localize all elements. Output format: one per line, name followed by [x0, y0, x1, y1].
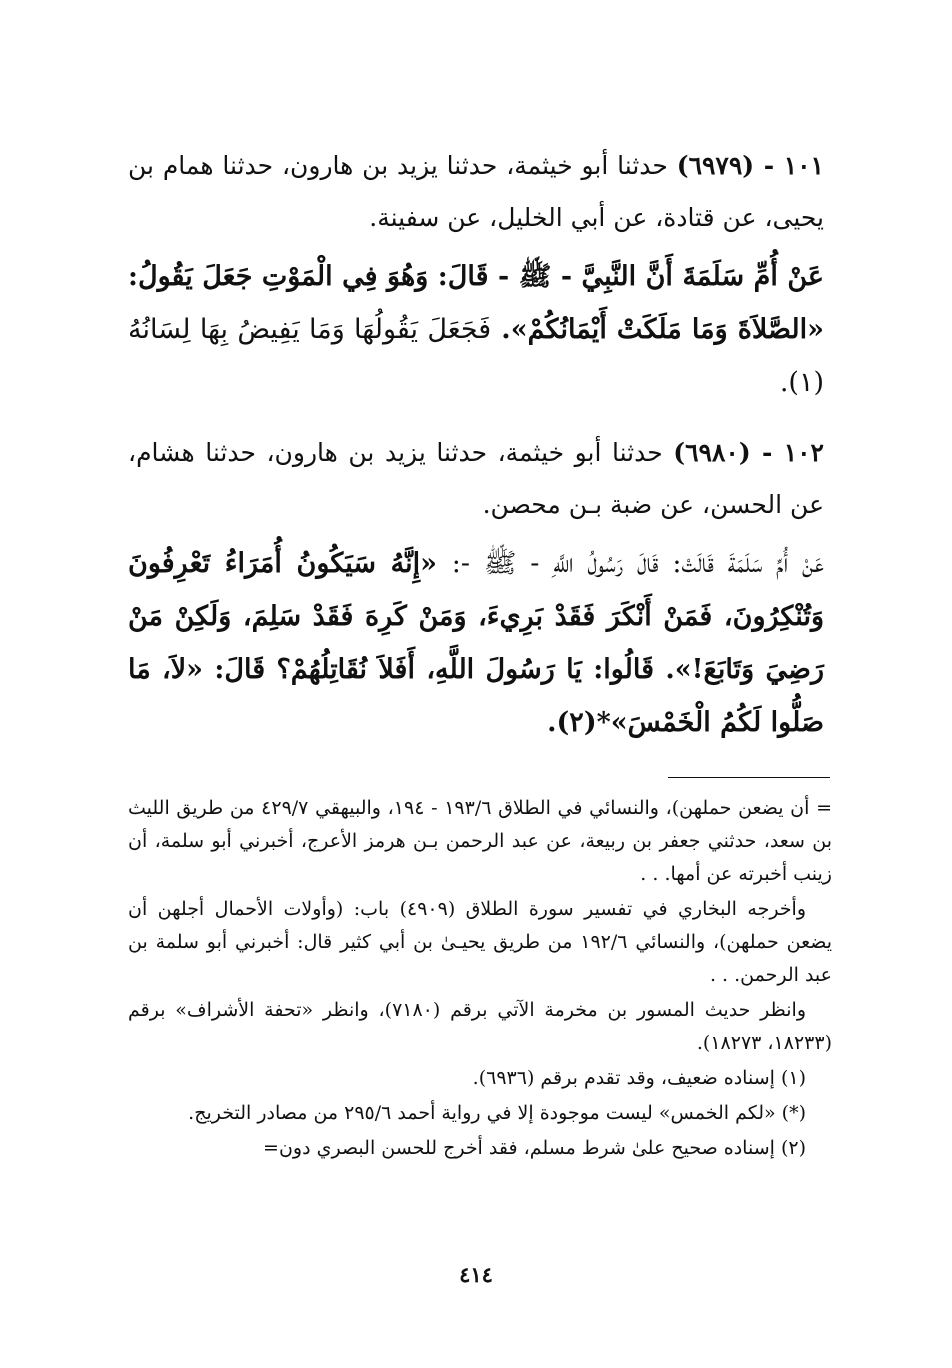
isnad-text: حدثنا أبو خيثمة، حدثنا يزيد بن هارون، حدثنا هشام، عن الحسن، عن ضبة بـن محصن. [128, 438, 824, 519]
footnote-paragraph: وأخرجه البخاري في تفسير سورة الطلاق (٤٩٠٩) باب: (وأولات الأحمال أجلهن أن يضعن حملهن)، والنسائي ١٩٢/٦ من طريق يحيـىٰ بن أبي كثير قال: أخبرني أبو سلمة بن عبد الرحمن. . . [128, 898, 832, 986]
hadith-isnad [128, 427, 824, 531]
page-number: ٤١٤ [459, 1262, 493, 1287]
hadith-matn [128, 537, 824, 749]
footnote-separator [668, 777, 830, 778]
hadith-101 [128, 140, 824, 409]
hadith-number: ١٠٢ - (٦٩٨٠) [673, 438, 824, 467]
footnote-paragraph: وانظر حديث المسور بن مخرمة الآتي برقم (٧١٨٠)، وانظر «تحفة الأشراف» برقم (١٨٢٣٣، ١٨٢٧٣). [128, 999, 832, 1054]
matn-end: فَجَعَلَ يَقُولُهَا وَمَا يَفِيضُ بِهَا لِسَانُهُ (١). [128, 314, 824, 398]
footnote-continuation: = أن يضعن حملهن)، والنسائي في الطلاق ١٩٣/٦ - ١٩٤، والبيهقي ٤٢٩/٧ من طريق الليث بن سعد، حدثني جعفر بن ربيعة، عن عبد الرحمن بـن هرمز الأعرج، أخبرني أبو سلمة، أن زينب أخبرته عن أمها. . . [128, 797, 832, 885]
isnad-text: حدثنا أبو خيثمة، حدثنا يزيد بن هارون، حدثنا همام بن يحيى، عن قتادة، عن أبي الخليل، عن سفينة. [128, 151, 824, 232]
main-text [128, 140, 824, 749]
footnote-star: (*) «لكم الخمس» ليست موجودة إلا في رواية أحمد ٢٩٥/٦ من مصادر التخريج. [188, 1102, 806, 1124]
footnote-2: (٢) إسناده صحيح علىٰ شرط مسلم، فقد أخرج للحسن البصري دون= [263, 1137, 806, 1159]
footnotes [128, 792, 832, 1167]
matn-intro: عَنْ أُمِّ سَلَمَةَ أَنَّ النَّبِيَّ - ﷺ - قَالَ: وَهُوَ فِي الْمَوْتِ جَعَلَ يَقُولُ: [128, 261, 824, 292]
matn-quote: «الصَّلاَةَ وَمَا مَلَكَتْ أَيْمَانُكُمْ». [501, 314, 824, 345]
hadith-number: ١٠١ - (٦٩٧٩) [676, 151, 824, 180]
hadith-matn [128, 250, 824, 409]
matn-end: قَالُوا: يَا رَسُولَ اللَّهِ، أَفَلاَ نُقَاتِلُهُمْ؟ قَالَ: «لاَ، مَا صَلُّوا لَكُمُ الْخَمْسَ»*(٢). [128, 654, 824, 738]
footnote-1: (١) إسناده ضعيف، وقد تقدم برقم (٦٩٣٦). [472, 1067, 806, 1089]
hadith-102 [128, 427, 824, 749]
hadith-isnad [128, 140, 824, 244]
matn-quote: «إِنَّهُ سَيَكُونُ أُمَرَاءُ تَعْرِفُونَ وَتُنْكِرُونَ، فَمَنْ أَنْكَرَ فَقَدْ بَرِيءَ، وَمَنْ كَرِهَ فَقَدْ سَلِمَ، وَلَكِنْ مَنْ رَضِيَ وَتَابَعَ!». [128, 548, 824, 685]
matn-intro: عَنْ أُمِّ سَلَمَةَ قَالَتْ: قَالَ رَسُولُ اللَّهِ - ﷺ -: [451, 548, 824, 579]
